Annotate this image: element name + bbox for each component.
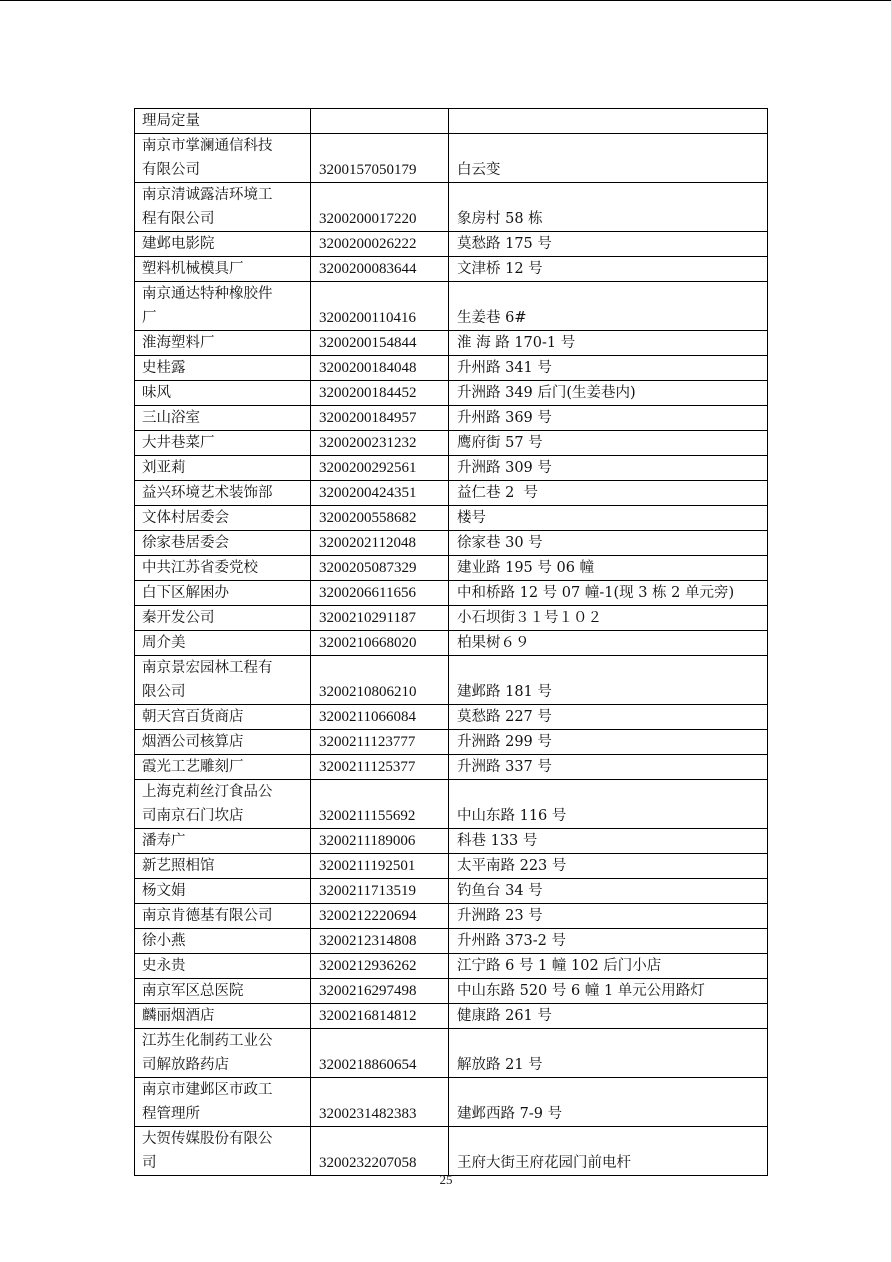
unit-name-cell: 杨文娟 bbox=[135, 879, 311, 904]
account-code-cell: 3200212314808 bbox=[311, 929, 449, 954]
address-cell: 解放路 21 号 bbox=[449, 1029, 768, 1078]
address-cell: 升州路 373-2 号 bbox=[449, 929, 768, 954]
account-code-cell: 3200200184452 bbox=[311, 381, 449, 406]
address-cell: 江宁路 6 号 1 幢 102 后门小店 bbox=[449, 954, 768, 979]
address-cell: 太平南路 223 号 bbox=[449, 854, 768, 879]
account-code-cell: 3200211189006 bbox=[311, 829, 449, 854]
unit-name-cell: 新艺照相馆 bbox=[135, 854, 311, 879]
account-code-cell: 3200211192501 bbox=[311, 854, 449, 879]
account-code-cell: 3200157050179 bbox=[311, 134, 449, 183]
table-row bbox=[135, 531, 768, 556]
table-row bbox=[135, 879, 768, 904]
unit-name-cell: 建邺电影院 bbox=[135, 232, 311, 257]
account-code-cell: 3200200026222 bbox=[311, 232, 449, 257]
address-cell: 中和桥路 12 号 07 幢-1(现 3 栋 2 单元旁) bbox=[449, 581, 768, 606]
account-code-cell: 3200210291187 bbox=[311, 606, 449, 631]
table-row bbox=[135, 829, 768, 854]
unit-name-cell: 霞光工艺雕刻厂 bbox=[135, 755, 311, 780]
table-row bbox=[135, 506, 768, 531]
table-row bbox=[135, 356, 768, 381]
unit-name-cell: 理局定量 bbox=[135, 109, 311, 134]
account-code-cell: 3200200184957 bbox=[311, 406, 449, 431]
account-code-cell: 3200200017220 bbox=[311, 183, 449, 232]
address-cell: 莫愁路 175 号 bbox=[449, 232, 768, 257]
account-code-cell: 3200212936262 bbox=[311, 954, 449, 979]
table-row bbox=[135, 282, 768, 331]
account-code-cell: 3200200558682 bbox=[311, 506, 449, 531]
unit-name-cell: 味风 bbox=[135, 381, 311, 406]
unit-name-cell: 潘寿广 bbox=[135, 829, 311, 854]
table-row bbox=[135, 1127, 768, 1176]
table-row bbox=[135, 581, 768, 606]
address-cell: 升洲路 23 号 bbox=[449, 904, 768, 929]
address-cell: 升洲路 309 号 bbox=[449, 456, 768, 481]
unit-name-cell: 益兴环境艺术装饰部 bbox=[135, 481, 311, 506]
unit-name-cell: 南京肯德基有限公司 bbox=[135, 904, 311, 929]
table-row bbox=[135, 979, 768, 1004]
address-cell: 柏果树６９ bbox=[449, 631, 768, 656]
address-cell: 建业路 195 号 06 幢 bbox=[449, 556, 768, 581]
unit-name-cell: 江苏生化制药工业公 司解放路药店 bbox=[135, 1029, 311, 1078]
account-code-cell: 3200200154844 bbox=[311, 331, 449, 356]
address-cell: 健康路 261 号 bbox=[449, 1004, 768, 1029]
unit-name-cell: 南京清诚露洁环境工 程有限公司 bbox=[135, 183, 311, 232]
address-cell: 升洲路 349 后门(生姜巷内) bbox=[449, 381, 768, 406]
table-row bbox=[135, 705, 768, 730]
table-row bbox=[135, 854, 768, 879]
unit-name-cell: 史桂露 bbox=[135, 356, 311, 381]
unit-name-cell: 麟丽烟酒店 bbox=[135, 1004, 311, 1029]
table-row bbox=[135, 606, 768, 631]
table-row bbox=[135, 929, 768, 954]
table-row bbox=[135, 331, 768, 356]
unit-name-cell: 大井巷菜厂 bbox=[135, 431, 311, 456]
address-cell: 小石坝街３１号１０２ bbox=[449, 606, 768, 631]
account-code-cell: 3200211155692 bbox=[311, 780, 449, 829]
address-cell: 建邺路 181 号 bbox=[449, 656, 768, 705]
account-code-cell: 3200200231232 bbox=[311, 431, 449, 456]
address-cell bbox=[449, 109, 768, 134]
table-row bbox=[135, 730, 768, 755]
account-code-cell: 3200205087329 bbox=[311, 556, 449, 581]
address-cell: 升州路 341 号 bbox=[449, 356, 768, 381]
table-row bbox=[135, 656, 768, 705]
account-code-cell: 3200211123777 bbox=[311, 730, 449, 755]
address-cell: 升州路 369 号 bbox=[449, 406, 768, 431]
data-table bbox=[134, 108, 768, 1176]
account-code-cell: 3200200292561 bbox=[311, 456, 449, 481]
address-cell: 文津桥 12 号 bbox=[449, 257, 768, 282]
table-row bbox=[135, 456, 768, 481]
table-row bbox=[135, 134, 768, 183]
account-code-cell: 3200232207058 bbox=[311, 1127, 449, 1176]
unit-name-cell: 刘亚莉 bbox=[135, 456, 311, 481]
address-cell: 建邺西路 7-9 号 bbox=[449, 1078, 768, 1127]
unit-name-cell: 徐家巷居委会 bbox=[135, 531, 311, 556]
address-cell: 钓鱼台 34 号 bbox=[449, 879, 768, 904]
account-code-cell: 3200206611656 bbox=[311, 581, 449, 606]
address-cell: 白云变 bbox=[449, 134, 768, 183]
table-row bbox=[135, 1078, 768, 1127]
address-cell: 象房村 58 栋 bbox=[449, 183, 768, 232]
address-cell: 莫愁路 227 号 bbox=[449, 705, 768, 730]
table-row bbox=[135, 954, 768, 979]
table-row bbox=[135, 232, 768, 257]
account-code-cell: 3200200110416 bbox=[311, 282, 449, 331]
account-code-cell: 3200202112048 bbox=[311, 531, 449, 556]
account-code-cell: 3200216297498 bbox=[311, 979, 449, 1004]
unit-name-cell: 朝天宫百货商店 bbox=[135, 705, 311, 730]
account-code-cell: 3200211125377 bbox=[311, 755, 449, 780]
account-code-cell: 3200210668020 bbox=[311, 631, 449, 656]
address-cell: 徐家巷 30 号 bbox=[449, 531, 768, 556]
address-cell: 淮 海 路 170-1 号 bbox=[449, 331, 768, 356]
unit-name-cell: 南京市掌澜通信科技 有限公司 bbox=[135, 134, 311, 183]
address-cell: 王府大街王府花园门前电杆 bbox=[449, 1127, 768, 1176]
table-row bbox=[135, 755, 768, 780]
unit-name-cell: 周介美 bbox=[135, 631, 311, 656]
table-body bbox=[135, 109, 768, 1176]
account-code-cell: 3200200424351 bbox=[311, 481, 449, 506]
unit-name-cell: 上海克莉丝汀食品公 司南京石门坎店 bbox=[135, 780, 311, 829]
table-row bbox=[135, 406, 768, 431]
account-code-cell: 3200200083644 bbox=[311, 257, 449, 282]
address-cell: 中山东路 116 号 bbox=[449, 780, 768, 829]
account-code-cell: 3200210806210 bbox=[311, 656, 449, 705]
page-number: 25 bbox=[439, 1172, 453, 1187]
unit-name-cell: 三山浴室 bbox=[135, 406, 311, 431]
unit-name-cell: 南京通达特种橡胶件 厂 bbox=[135, 282, 311, 331]
unit-name-cell: 白下区解困办 bbox=[135, 581, 311, 606]
table-row bbox=[135, 780, 768, 829]
table-row bbox=[135, 481, 768, 506]
account-code-cell: 3200231482383 bbox=[311, 1078, 449, 1127]
table-row bbox=[135, 556, 768, 581]
address-cell: 升洲路 337 号 bbox=[449, 755, 768, 780]
table-row bbox=[135, 109, 768, 134]
address-cell: 生姜巷 6# bbox=[449, 282, 768, 331]
unit-name-cell: 大贺传媒股份有限公 司 bbox=[135, 1127, 311, 1176]
unit-name-cell: 南京市建邺区市政工 程管理所 bbox=[135, 1078, 311, 1127]
address-cell: 科巷 133 号 bbox=[449, 829, 768, 854]
top-border-line bbox=[0, 0, 892, 1]
account-code-cell: 3200211713519 bbox=[311, 879, 449, 904]
table-row bbox=[135, 1029, 768, 1078]
table-row bbox=[135, 904, 768, 929]
unit-name-cell: 烟酒公司核算店 bbox=[135, 730, 311, 755]
account-code-cell: 3200200184048 bbox=[311, 356, 449, 381]
unit-name-cell: 文体村居委会 bbox=[135, 506, 311, 531]
address-cell: 益仁巷 2 号 bbox=[449, 481, 768, 506]
account-code-cell bbox=[311, 109, 449, 134]
address-cell: 鹰府街 57 号 bbox=[449, 431, 768, 456]
table-row bbox=[135, 631, 768, 656]
table-row bbox=[135, 183, 768, 232]
table-row bbox=[135, 257, 768, 282]
unit-name-cell: 秦开发公司 bbox=[135, 606, 311, 631]
unit-name-cell: 南京军区总医院 bbox=[135, 979, 311, 1004]
account-code-cell: 3200212220694 bbox=[311, 904, 449, 929]
account-code-cell: 3200216814812 bbox=[311, 1004, 449, 1029]
account-code-cell: 3200211066084 bbox=[311, 705, 449, 730]
address-cell: 中山东路 520 号 6 幢 1 单元公用路灯 bbox=[449, 979, 768, 1004]
unit-name-cell: 南京景宏园林工程有 限公司 bbox=[135, 656, 311, 705]
unit-name-cell: 徐小燕 bbox=[135, 929, 311, 954]
address-cell: 楼号 bbox=[449, 506, 768, 531]
table-row bbox=[135, 1004, 768, 1029]
address-cell: 升洲路 299 号 bbox=[449, 730, 768, 755]
account-code-cell: 3200218860654 bbox=[311, 1029, 449, 1078]
unit-name-cell: 中共江苏省委党校 bbox=[135, 556, 311, 581]
unit-name-cell: 史永贵 bbox=[135, 954, 311, 979]
table-row bbox=[135, 381, 768, 406]
unit-name-cell: 塑料机械模具厂 bbox=[135, 257, 311, 282]
table-row bbox=[135, 431, 768, 456]
unit-name-cell: 淮海塑料厂 bbox=[135, 331, 311, 356]
